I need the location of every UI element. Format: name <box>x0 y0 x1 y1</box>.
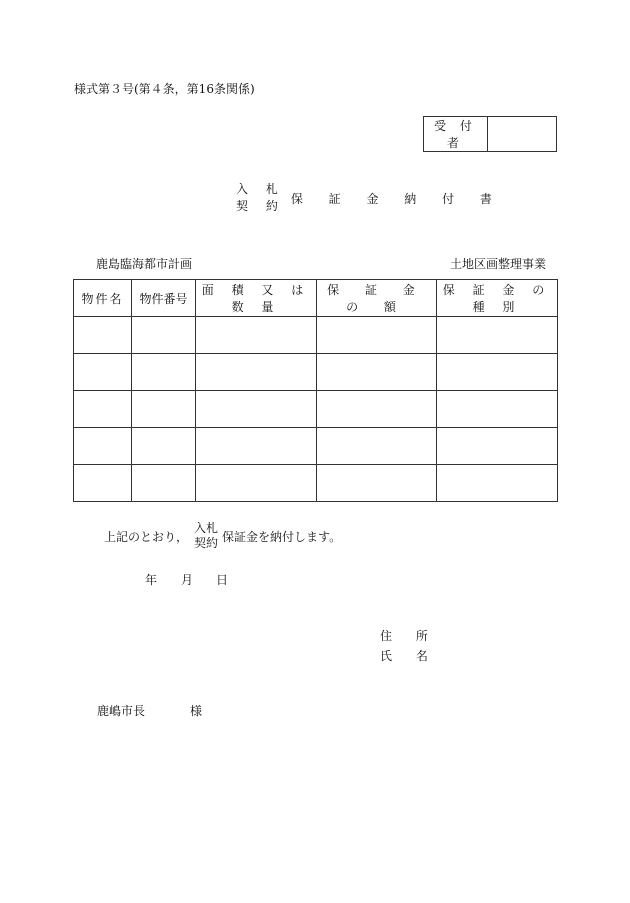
table-cell[interactable] <box>132 354 196 391</box>
title-option-contract: 契 約 <box>236 199 285 213</box>
date-month-label: 月 <box>181 573 194 587</box>
statement-option-contract: 契約 <box>194 536 219 550</box>
statement-choice-stack <box>194 521 218 551</box>
table-cell[interactable] <box>196 428 317 465</box>
table-cell[interactable] <box>132 317 196 354</box>
deposit-table <box>73 279 558 502</box>
header-area-quantity: 面 積 又 は 数 量 <box>196 280 317 317</box>
table-cell[interactable] <box>74 465 132 502</box>
plan-name: 鹿島臨海都市計画 <box>96 257 193 271</box>
table-cell[interactable] <box>437 354 558 391</box>
table-cell[interactable] <box>74 354 132 391</box>
title-option-bid: 入 札 <box>236 182 285 196</box>
table-cell[interactable] <box>74 317 132 354</box>
table-cell[interactable] <box>196 354 317 391</box>
table-cell[interactable] <box>196 465 317 502</box>
table-row <box>74 428 558 465</box>
table-cell[interactable] <box>74 428 132 465</box>
table-cell[interactable] <box>132 391 196 428</box>
table-row <box>74 354 558 391</box>
statement <box>104 521 341 551</box>
table-row <box>74 317 558 354</box>
table-cell[interactable] <box>317 391 437 428</box>
table-row <box>74 465 558 502</box>
receiver-label: 受 付 者 <box>424 117 488 152</box>
table-cell[interactable] <box>196 391 317 428</box>
document-title <box>236 181 503 215</box>
honorific: 様 <box>190 704 203 718</box>
table-cell[interactable] <box>132 465 196 502</box>
form-number: 様式第３号(第４条，第16条関係) <box>74 82 255 96</box>
table-cell[interactable] <box>317 428 437 465</box>
table-cell[interactable] <box>317 317 437 354</box>
receiver-stamp-field[interactable] <box>488 117 557 152</box>
header-property-name: 物件名 <box>74 280 132 317</box>
statement-option-bid: 入札 <box>194 521 219 535</box>
table-cell[interactable] <box>317 465 437 502</box>
table-cell[interactable] <box>74 391 132 428</box>
table-cell[interactable] <box>437 317 558 354</box>
table-cell[interactable] <box>437 428 558 465</box>
address-label: 住 所 <box>380 629 438 643</box>
table-header-row <box>74 280 558 317</box>
table-cell[interactable] <box>437 391 558 428</box>
project-name: 土地区画整理事業 <box>450 257 547 271</box>
statement-suffix: 保証金を納付します。 <box>222 529 342 544</box>
addressee: 鹿嶋市長 <box>97 704 146 718</box>
table-cell[interactable] <box>132 428 196 465</box>
name-label: 氏 名 <box>380 649 438 663</box>
title-main: 保 証 金 納 付 書 <box>290 191 503 206</box>
title-choice-stack <box>236 181 285 215</box>
table-cell[interactable] <box>196 317 317 354</box>
table-row <box>74 391 558 428</box>
statement-prefix: 上記のとおり， <box>104 529 189 544</box>
header-deposit-amount: 保 証 金 の 額 <box>317 280 437 317</box>
date-year-label: 年 <box>145 573 158 587</box>
header-deposit-type: 保 証 金 の 種 別 <box>437 280 558 317</box>
table-cell[interactable] <box>317 354 437 391</box>
date-day-label: 日 <box>216 573 229 587</box>
header-property-number: 物件番号 <box>132 280 196 317</box>
receiver-box <box>423 116 557 152</box>
table-cell[interactable] <box>437 465 558 502</box>
